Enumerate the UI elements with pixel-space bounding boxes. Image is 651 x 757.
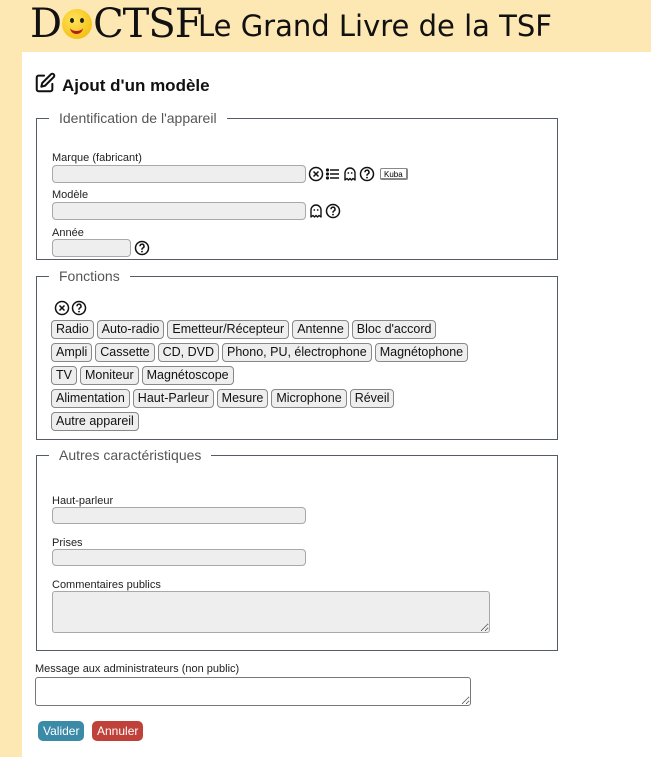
fonctions-legend: Fonctions <box>59 268 120 284</box>
smiley-logo-icon <box>62 9 92 39</box>
commentaires-textarea[interactable] <box>52 591 490 633</box>
chip-magnetophone[interactable]: Magnétophone <box>375 343 468 362</box>
ghost-icon[interactable] <box>342 166 358 182</box>
prises-input[interactable] <box>52 549 306 566</box>
chip-bloc-accord[interactable]: Bloc d'accord <box>352 320 437 339</box>
chip-magnetoscope[interactable]: Magnétoscope <box>142 366 234 385</box>
main-content <box>22 52 651 757</box>
ghost-icon[interactable] <box>308 203 324 219</box>
help-icon[interactable] <box>359 166 375 182</box>
chip-autre-appareil[interactable]: Autre appareil <box>51 412 139 431</box>
chip-reveil[interactable]: Réveil <box>350 389 395 408</box>
message-label: Message aux administrateurs (non public) <box>35 663 240 675</box>
chip-antenne[interactable]: Antenne <box>292 320 349 339</box>
autres-legend: Autres caractéristiques <box>59 447 202 463</box>
autres-fieldset <box>36 447 558 651</box>
site-logo[interactable] <box>30 2 202 46</box>
site-header <box>0 0 651 52</box>
annee-icons <box>134 240 150 256</box>
annee-input[interactable] <box>52 239 131 257</box>
chip-ampli[interactable]: Ampli <box>51 343 92 362</box>
chip-row <box>51 389 511 408</box>
chip-row <box>51 320 511 339</box>
marque-label: Marque (fabricant) <box>52 152 142 164</box>
edit-icon <box>34 72 56 99</box>
identification-fieldset <box>36 110 558 260</box>
chip-cd-dvd[interactable]: CD, DVD <box>158 343 219 362</box>
fonctions-icons <box>54 300 87 316</box>
help-icon[interactable] <box>325 203 341 219</box>
fonctions-fieldset <box>36 268 558 440</box>
page-title <box>34 72 210 99</box>
chip-emetteur-recepteur[interactable]: Emetteur/Récepteur <box>167 320 289 339</box>
logo-letters: CTSF <box>93 1 202 47</box>
chip-row <box>51 412 511 431</box>
valider-button[interactable]: Valider <box>38 721 84 741</box>
chip-auto-radio[interactable]: Auto-radio <box>97 320 165 339</box>
function-chip-list <box>51 320 511 435</box>
chip-mesure[interactable]: Mesure <box>217 389 269 408</box>
site-title: Le Grand Livre de la TSF <box>198 9 552 43</box>
list-icon[interactable] <box>325 166 341 182</box>
help-icon[interactable] <box>134 240 150 256</box>
chip-radio[interactable]: Radio <box>51 320 94 339</box>
chip-haut-parleur[interactable]: Haut-Parleur <box>133 389 214 408</box>
modele-label: Modèle <box>52 189 89 201</box>
commentaires-label: Commentaires publics <box>52 579 161 591</box>
chip-alimentation[interactable]: Alimentation <box>51 389 130 408</box>
haut-parleur-label: Haut-parleur <box>52 495 114 507</box>
haut-parleur-input[interactable] <box>52 507 306 524</box>
marque-input[interactable] <box>52 165 306 183</box>
chip-tv[interactable]: TV <box>51 366 77 385</box>
identification-legend: Identification de l'appareil <box>59 110 217 126</box>
kuba-button[interactable]: Kuba <box>380 168 408 180</box>
message-textarea[interactable] <box>35 677 471 706</box>
chip-row <box>51 343 511 362</box>
annuler-button[interactable]: Annuler <box>92 721 143 741</box>
page-title-text: Ajout d'un modèle <box>62 75 210 95</box>
modele-icons <box>308 203 341 219</box>
marque-icons <box>308 166 408 182</box>
clear-circle-icon[interactable] <box>308 166 324 182</box>
chip-microphone[interactable]: Microphone <box>271 389 346 408</box>
logo-letter-d: D <box>30 1 62 47</box>
modele-input[interactable] <box>52 202 306 220</box>
chip-cassette[interactable]: Cassette <box>95 343 154 362</box>
chip-row <box>51 366 511 385</box>
clear-circle-icon[interactable] <box>54 300 70 316</box>
prises-label: Prises <box>52 537 83 549</box>
chip-phono[interactable]: Phono, PU, électrophone <box>222 343 372 362</box>
help-icon[interactable] <box>71 300 87 316</box>
chip-moniteur[interactable]: Moniteur <box>80 366 139 385</box>
annee-label: Année <box>52 227 84 239</box>
